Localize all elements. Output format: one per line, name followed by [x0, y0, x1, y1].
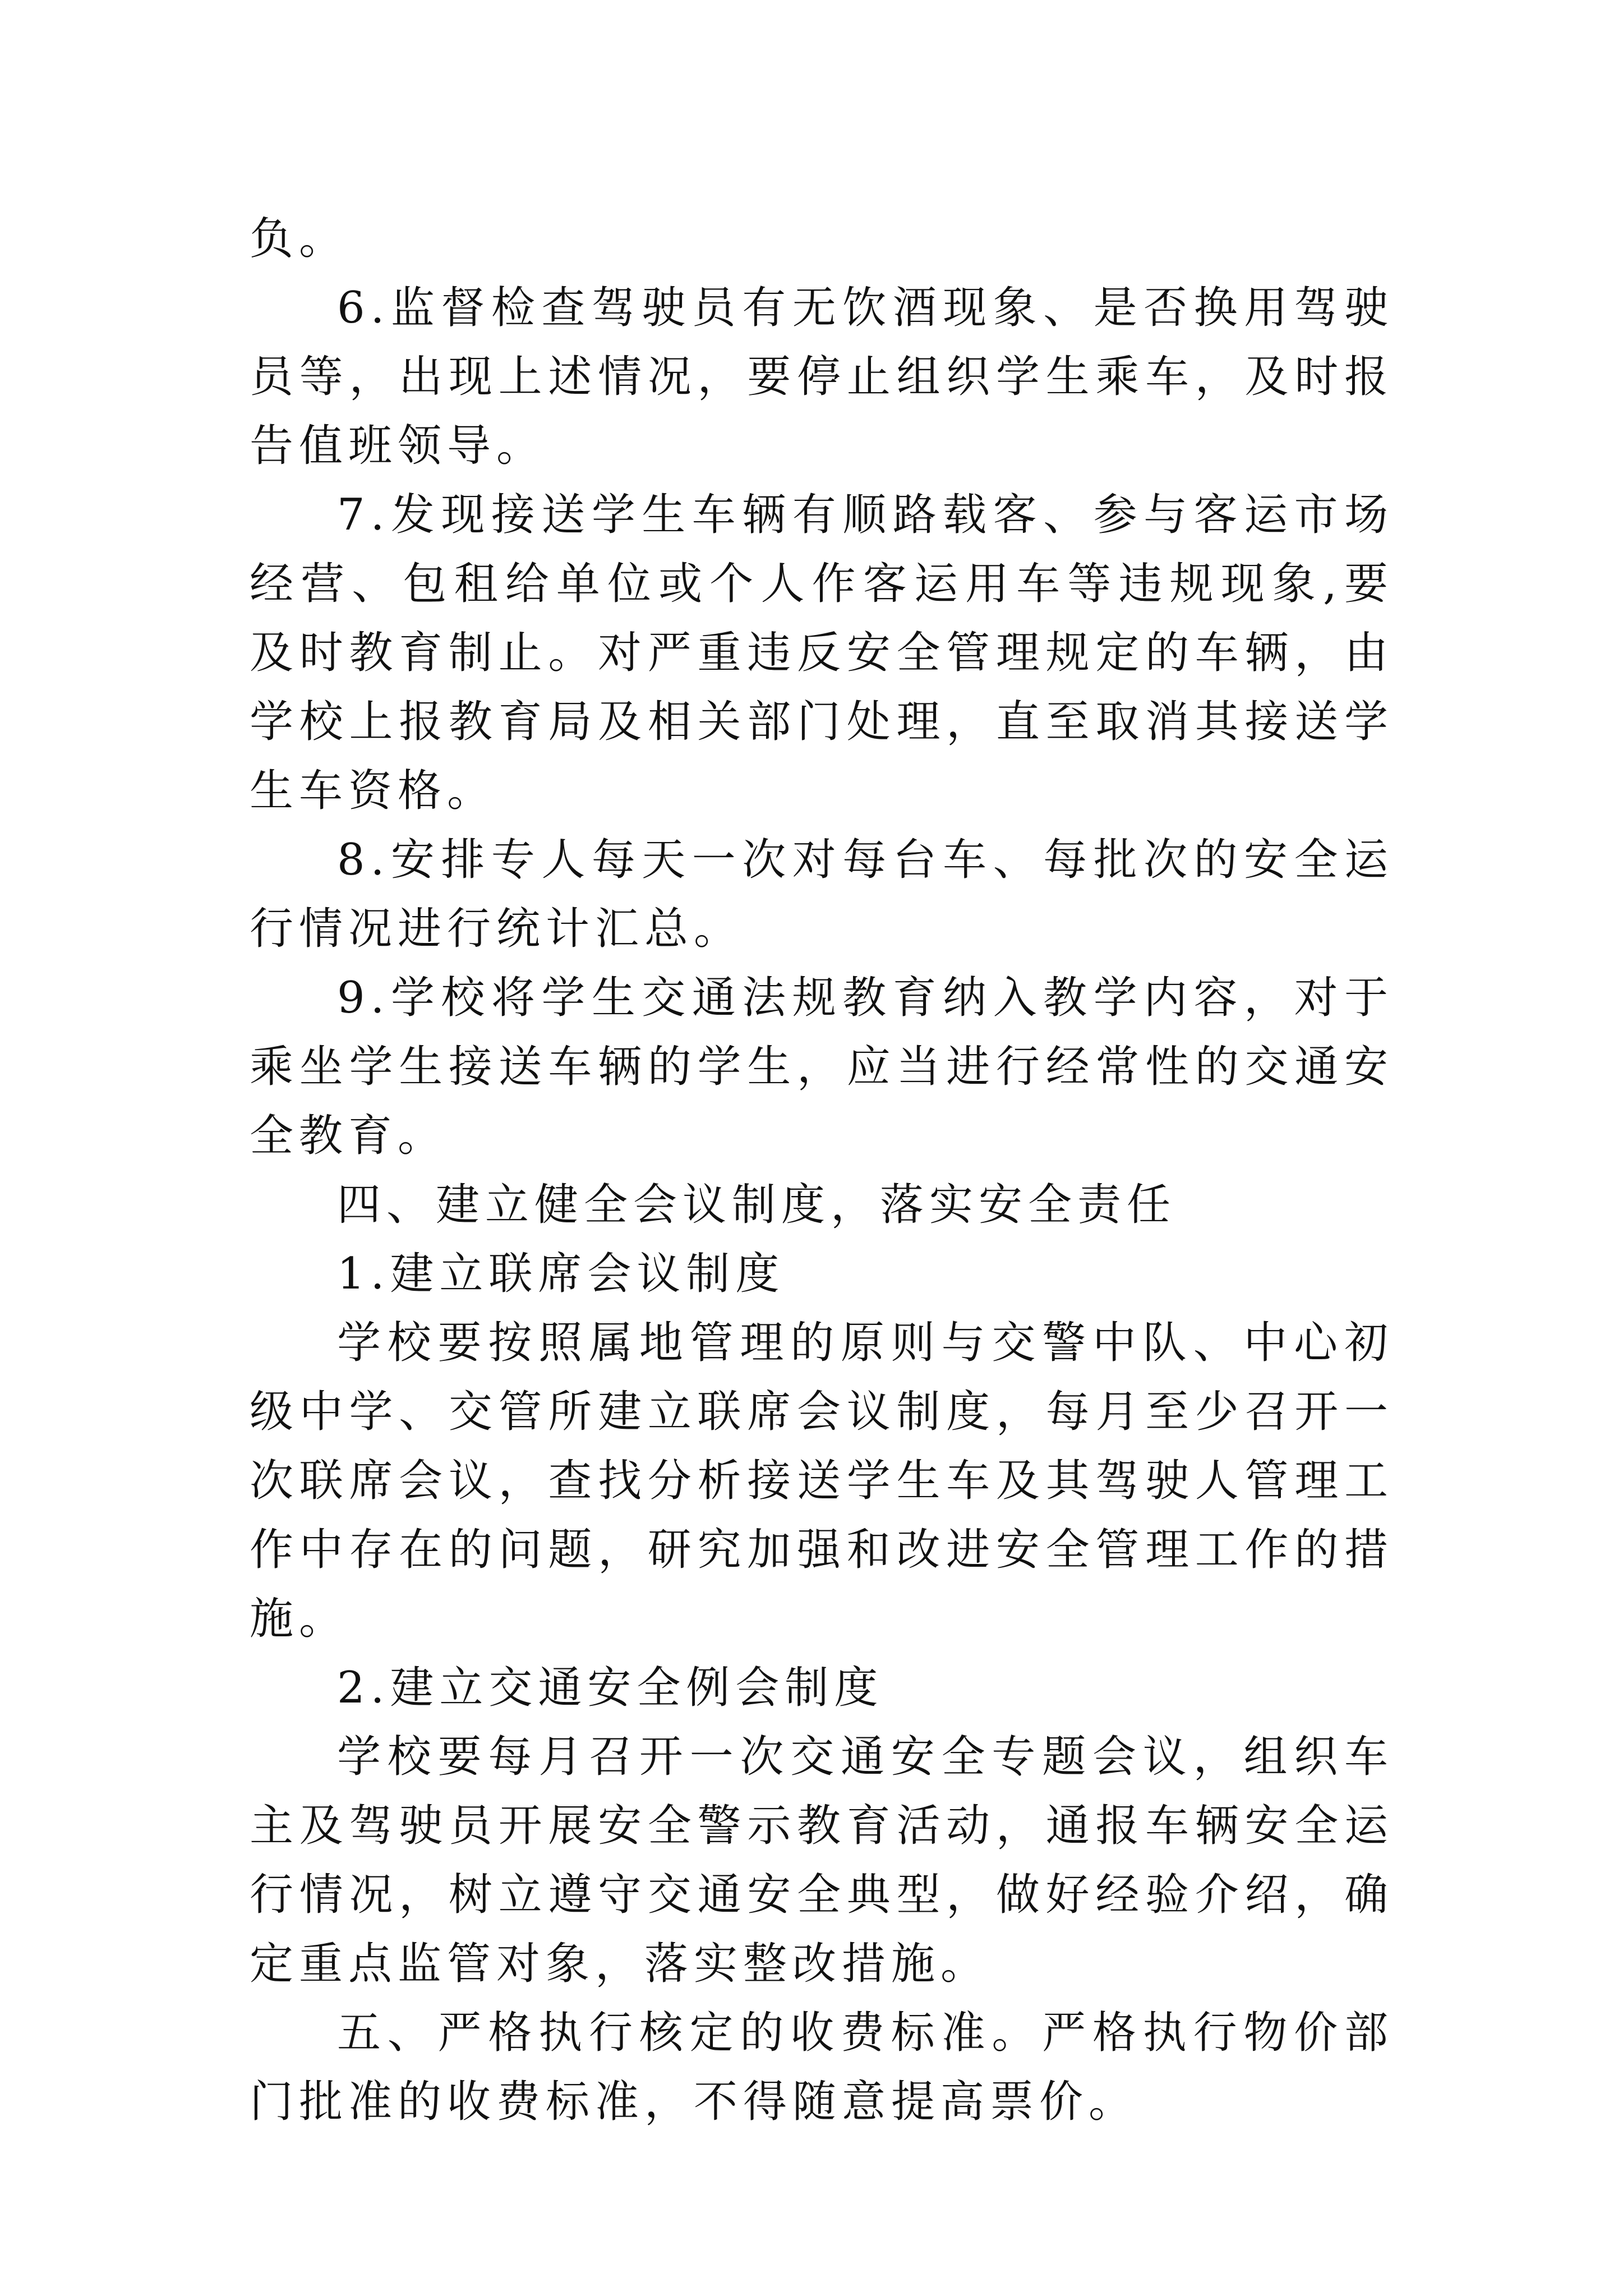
paragraph-safety-meeting: 学校要每月召开一次交通安全专题会议，组织车主及驾驶员开展安全警示教育活动，通报车辆安全运行情况，树立遵守交通安全典型，做好经验介绍，确定重点监管对象，落实整改措施。 [250, 1732, 1394, 1989]
paragraph-item-8: 8.安排专人每天一次对每台车、每批次的安全运行情况进行统计汇总。 [250, 835, 1394, 954]
paragraph-item-6: 6.监督检查驾驶员有无饮酒现象、是否换用驾驶员等，出现上述情况，要停止组织学生乘车，及时报告值班领导。 [250, 283, 1394, 471]
section-heading-4: 四、建立健全会议制度，落实安全责任 [337, 1180, 1177, 1230]
paragraph-item-9: 9.学校将学生交通法规教育纳入教学内容，对于乘坐学生接送车辆的学生，应当进行经常性的交通安全教育。 [250, 973, 1394, 1161]
paragraph-joint-meeting: 学校要按照属地管理的原则与交警中队、中心初级中学、交管所建立联席会议制度，每月至少召开一次联席会议，查找分析接送学生车及其驾驶人管理工作中存在的问题，研究加强和改进安全管理工作的措施。 [250, 1318, 1394, 1644]
paragraph-item-7: 7.发现接送学生车辆有顺路载客、参与客运市场经营、包租给单位或个人作客运用车等违规现象,要及时教育制止。对严重违反安全管理规定的车辆，由学校上报教育局及相关部门处理，直至取消其接送学生车资格。 [250, 490, 1394, 816]
document-body [250, 205, 1394, 2137]
section-heading-5: 五、严格执行核定的收费标准。严格执行物价部门批准的收费标准，不得随意提高票价。 [250, 2008, 1394, 2127]
subheading-joint-meeting: 1.建立联席会议制度 [337, 1249, 785, 1299]
subheading-safety-meeting: 2.建立交通安全例会制度 [337, 1663, 884, 1713]
paragraph-continuation: 负。 [250, 214, 349, 264]
